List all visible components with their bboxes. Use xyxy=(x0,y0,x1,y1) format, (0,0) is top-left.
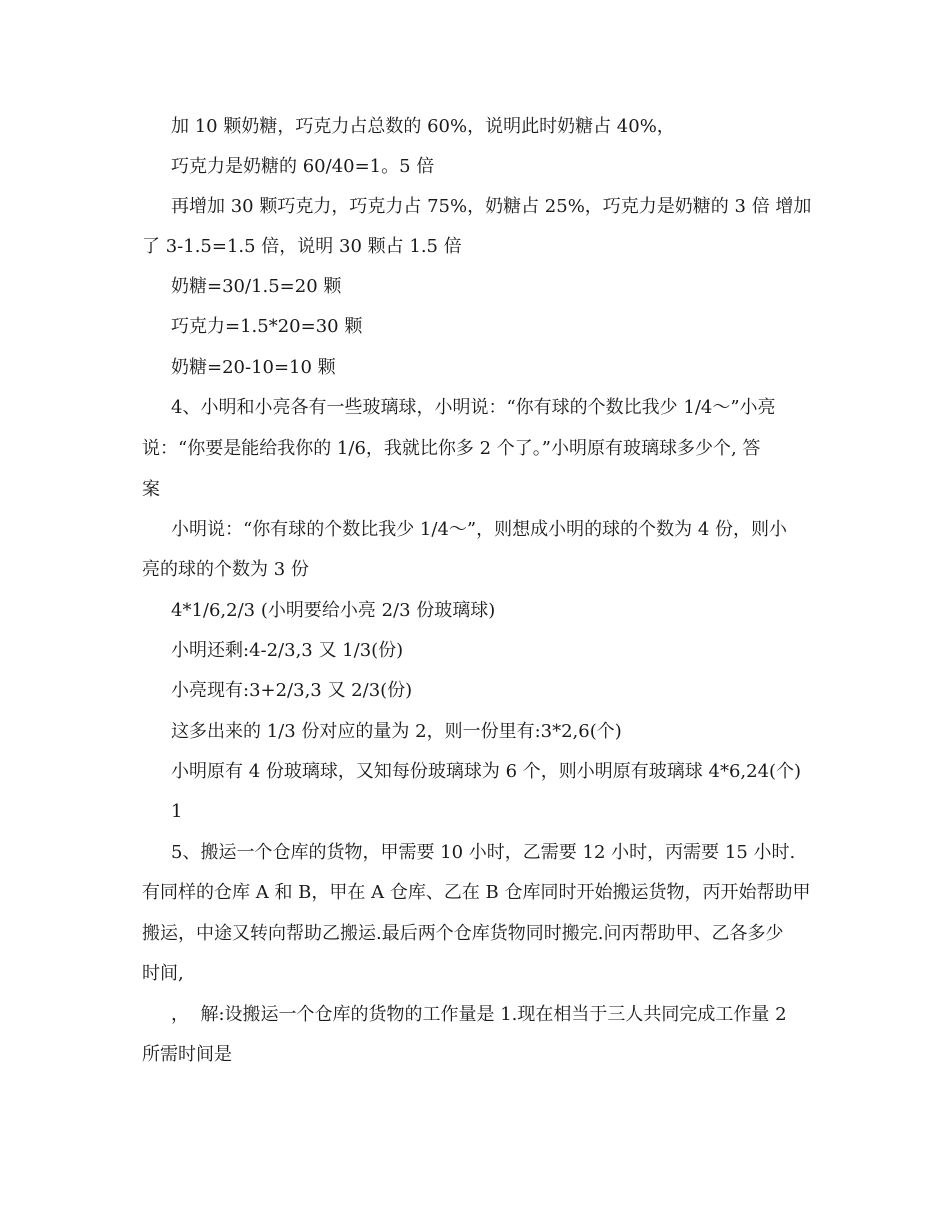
text-line: 加 10 颗奶糖，巧克力占总数的 60%，说明此时奶糖占 40%， xyxy=(171,116,675,137)
text-line: 时间, xyxy=(142,963,184,984)
text-line: 奶糖=30/1.5=20 颗 xyxy=(171,276,342,297)
text-line: 小明还剩:4-2/3,3 又 1/3(份) xyxy=(171,640,404,661)
text-line: 所需时间是 xyxy=(142,1044,232,1065)
text-line: 小明原有 4 份玻璃球，又知每份玻璃球为 6 个，则小明原有玻璃球 4*6,24(个) xyxy=(171,761,802,782)
text-line: 小明说：“你有球的个数比我少 1/4～”，则想成小明的球的个数为 4 份，则小 xyxy=(171,519,787,540)
question-4-heading: 4、小明和小亮各有一些玻璃球，小明说：“你有球的个数比我少 1/4～”小亮 xyxy=(171,397,776,418)
text-line: 巧克力是奶糖的 60/40=1。5 倍 xyxy=(171,156,435,177)
question-5-heading: 5、搬运一个仓库的货物，甲需要 10 小时，乙需要 12 小时，丙需要 15 小时. xyxy=(171,842,796,863)
text-line: 这多出来的 1/3 份对应的量为 2，则一份里有:3*2,6(个) xyxy=(171,721,622,742)
text-line: 4*1/6,2/3 (小明要给小亮 2/3 份玻璃球) xyxy=(171,600,496,621)
text-line: 说：“你要是能给我你的 1/6，我就比你多 2 个了。”小明原有玻璃球多少个, 答 xyxy=(142,438,761,459)
text-line: 再增加 30 颗巧克力，巧克力占 75%，奶糖占 25%，巧克力是奶糖的 3 倍 增加 xyxy=(171,196,812,217)
text-line: 有同样的仓库 A 和 B，甲在 A 仓库、乙在 B 仓库同时开始搬运货物，丙开始帮助甲 xyxy=(142,882,811,903)
text-line: 亮的球的个数为 3 份 xyxy=(142,559,309,580)
text-line: 小亮现有:3+2/3,3 又 2/3(份) xyxy=(171,680,413,701)
text-line: 奶糖=20-10=10 颗 xyxy=(171,357,336,378)
text-line: 1 xyxy=(171,801,183,822)
text-line: 案 xyxy=(142,479,160,500)
text-line: 巧克力=1.5*20=30 颗 xyxy=(171,316,363,337)
text-line: 了 3-1.5=1.5 倍，说明 30 颗占 1.5 倍 xyxy=(142,236,462,257)
text-line: 搬运，中途又转向帮助乙搬运.最后两个仓库货物同时搬完.问丙帮助甲、乙各多少 xyxy=(142,923,784,944)
text-line: ， 解:设搬运一个仓库的货物的工作量是 1.现在相当于三人共同完成工作量 2 xyxy=(171,1004,787,1025)
